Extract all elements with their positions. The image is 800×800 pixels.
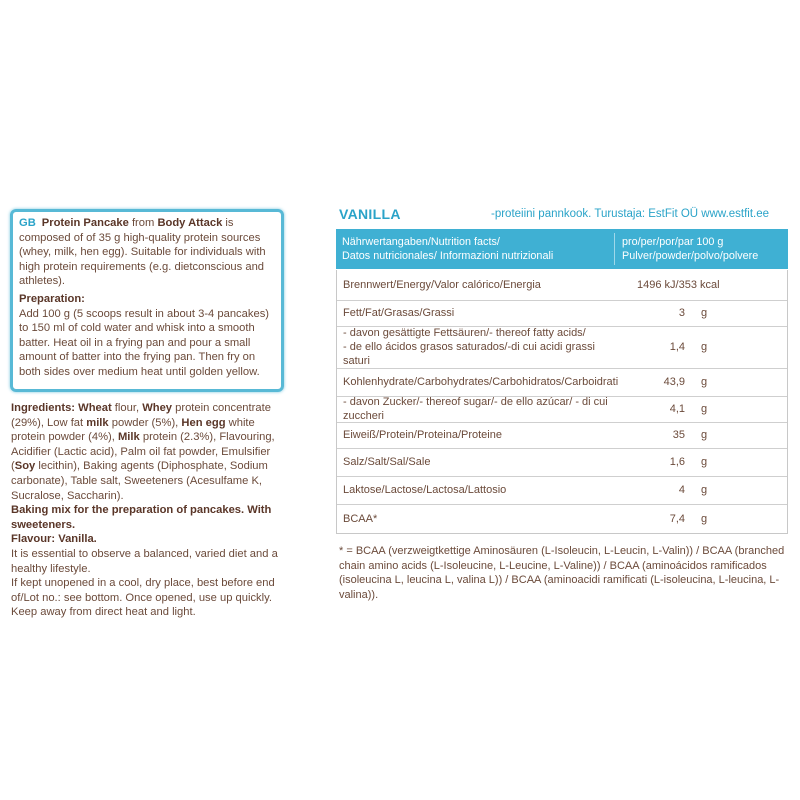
header-divider (614, 233, 615, 265)
row-value: 1,4 (669, 341, 685, 353)
diet-note: It is essential to observe a balanced, varied diet and a healthy lifestyle. (11, 547, 278, 575)
header-right (622, 236, 787, 263)
table-row (337, 368, 787, 397)
ingredients-label: Ingredients: (11, 402, 76, 414)
table-row (337, 422, 787, 449)
row-unit: g (701, 341, 708, 353)
row-label: Brennwert/Energy/Valor calórico/Energia (343, 279, 541, 291)
row-unit: g (701, 307, 708, 319)
seller-info: -proteiini pannkook. Turustaja: EstFit OÜ www.estfit.ee (491, 208, 770, 220)
row-value: 43,9 (663, 376, 685, 388)
allergen-whey: Whey (142, 402, 173, 414)
header-left (342, 236, 642, 263)
intro-text: is composed of of 35 g high-quality protein sources (whey, milk, hen egg). Suitable for individuals with high protein requirements (e.g. dietconscious and athletes). (19, 217, 266, 288)
allergen-milk: milk (86, 416, 109, 429)
ingredients-text: lecithin), Baking agents (Diphosphate, Sodium carbonate), Table salt, Sweeteners (Acesulfame K, Sucralose, Saccharin). (11, 460, 268, 502)
table-row (337, 448, 787, 477)
header-left-line-2: Datos nutricionales/ Informazioni nutrizionali (342, 249, 554, 262)
flavour-title: VANILLA (339, 206, 401, 222)
nutrition-table-header (336, 229, 788, 269)
allergen-wheat: Wheat (78, 402, 112, 414)
ingredients-text: white protein powder (4%), (11, 416, 255, 444)
row-label-line-1: - davon gesättigte Fettsäuren/- thereof fatty acids/ (343, 327, 586, 339)
row-value: 1496 kJ/353 kcal (637, 279, 720, 291)
row-unit: g (701, 429, 708, 441)
table-row (337, 270, 787, 301)
flavour-note: Flavour: Vanilla. (11, 533, 97, 546)
product-name: Protein Pancake (41, 217, 129, 229)
row-value: 3 (678, 307, 685, 319)
row-label-line-2: - de ello ácidos grasos saturados/-di cui acidi grassi saturi (343, 341, 595, 367)
brand-name: Body Attack (157, 217, 223, 229)
preparation-title: Preparation: (19, 292, 85, 305)
row-value: 1,6 (669, 456, 685, 468)
row-label: Kohlenhydrate/Carbohydrates/Carbohidratos/Carboidrati (343, 376, 619, 388)
row-value: 7,4 (669, 512, 685, 525)
table-row (337, 476, 787, 505)
table-row (337, 326, 787, 369)
header-left-line-1: Nährwertangaben/Nutrition facts/ (342, 236, 500, 248)
language-code: GB (19, 217, 36, 229)
table-row (337, 300, 787, 327)
row-unit: g (701, 456, 708, 468)
allergen-hen-egg: Hen egg (181, 416, 226, 429)
intro-from: from (128, 217, 158, 229)
row-label: Eiweiß/Protein/Proteina/Proteine (343, 429, 502, 441)
row-label: Salz/Salt/Sal/Sale (343, 456, 431, 468)
bcaa-footnote: * = BCAA (verzweigtkettige Aminosäuren (L-Isoleucin, L-Leucin, L-Valin)) / BCAA (branched chain amino acids (L-Isoleucine, L-Leucine, L-Valine)) / BCAA (aminoácidos ramificados (isoleucina L, leucina L, valina L)) / BCAA (aminoacidi ramificati (L-isoleucina, L-leucina, L-valina)). (339, 545, 785, 601)
row-value: 4 (678, 484, 685, 496)
ingredients-text: protein concentrate (29%), Low fat (11, 402, 271, 429)
ingredients-block (11, 401, 287, 620)
allergen-soy: Soy (14, 460, 36, 473)
ingredients-text: protein (2.3%), Flavouring, Acidifier (Lactic acid), Palm oil fat powder, Emulsifier ( (11, 431, 275, 473)
row-label: BCAA* (343, 512, 378, 525)
preparation-text: Add 100 g (5 scoops result in about 3-4 pancakes) to 150 ml of cold water and whisk into a smooth batter. Heat oil in a frying pan and pour a small amount of batter into the frying pan. Then fry on both sides over medium heat until golden yellow. (19, 307, 270, 378)
storage-note: If kept unopened in a cool, dry place, best before end of/Lot no.: see bottom. Once opened, use up quickly. Keep away from direct heat and light. (11, 577, 275, 619)
header-right-line-2: Pulver/powder/polvo/polvere (622, 249, 759, 262)
row-label: Fett/Fat/Grasas/Grassi (343, 307, 455, 319)
intro-paragraph (19, 216, 275, 289)
ingredients-text: powder (5%), (108, 416, 182, 429)
row-unit: g (701, 512, 708, 525)
allergen-milk: Milk (117, 431, 140, 444)
row-unit: g (701, 484, 708, 496)
row-unit: g (701, 376, 708, 388)
row-label: - davon Zucker/- thereof sugar/- de ello azúcar/ - di cui zuccheri (343, 396, 608, 422)
row-value: 35 (672, 429, 685, 441)
row-value: 4,1 (669, 403, 685, 415)
row-label: Laktose/Lactose/Lactosa/Lattosio (343, 484, 507, 496)
baking-mix-note: Baking mix for the preparation of pancakes. With sweeteners. (11, 504, 272, 531)
product-description-box (10, 209, 284, 392)
ingredients-text: flour, (111, 402, 143, 414)
ingredients-list (11, 401, 287, 503)
table-row (337, 396, 787, 423)
nutrition-table (336, 270, 788, 534)
table-row (337, 504, 787, 533)
row-label (343, 326, 623, 368)
header-right-line-1: pro/per/por/par 100 g (622, 236, 724, 248)
row-unit: g (701, 403, 708, 415)
